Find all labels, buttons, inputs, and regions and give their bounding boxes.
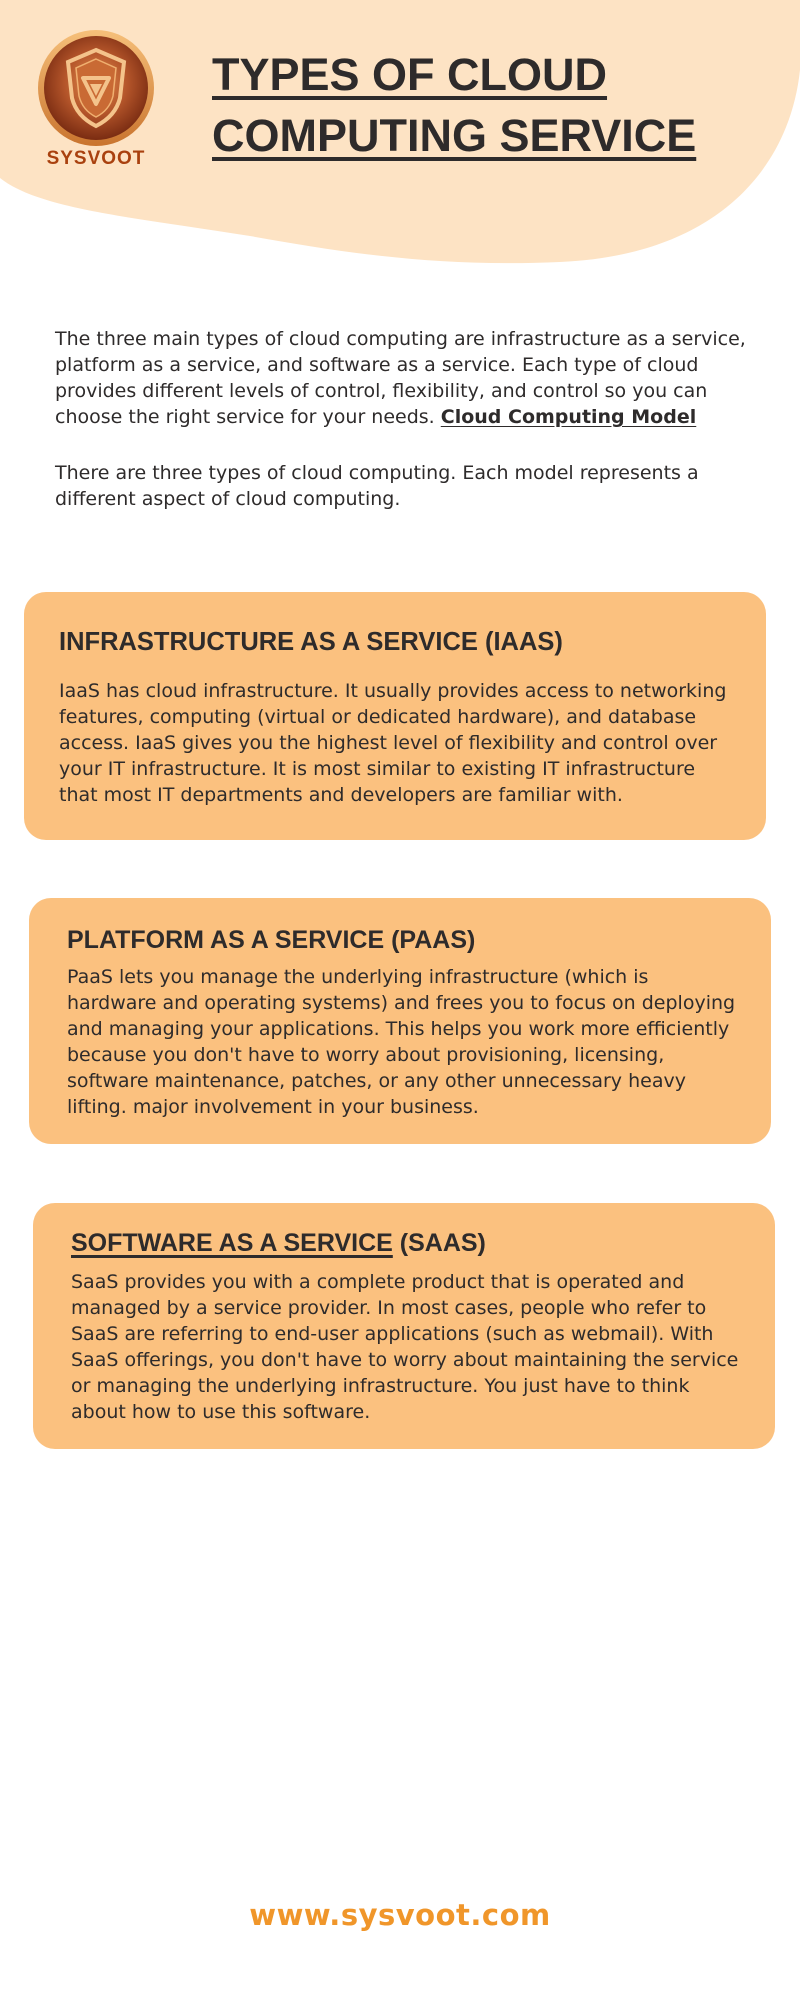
logo-wordmark: SYSVOOT <box>46 148 146 169</box>
saas-card <box>33 1203 775 1449</box>
paas-description: PaaS lets you manage the underlying infrastructure (which is hardware and operating systems) and frees you to focus on deploying and managing your applications. This helps you work more efficiently because you don't have to worry about provisioning, licensing, software maintenance, patches, or any other unnecessary heavy lifting. major involvement in your business. <box>67 966 736 1118</box>
saas-heading-suffix: (SAAS) <box>392 1229 486 1257</box>
page-title: TYPES OF CLOUD COMPUTING SERVICE <box>212 49 697 161</box>
intro-paragraph <box>55 326 755 430</box>
saas-heading-link[interactable]: SOFTWARE AS A SERVICE <box>71 1229 393 1257</box>
iaas-description: IaaS has cloud infrastructure. It usually provides access to networking features, computing (virtual or dedicated hardware), and database access. IaaS gives you the highest level of flexibility and control over your IT infrastructure. It is most similar to existing IT infrastructure that most IT departments and developers are familiar with. <box>59 680 727 806</box>
sysvoot-logo[interactable] <box>34 28 158 178</box>
intro-paragraph-2: There are three types of cloud computing. Each model represents a different aspect of cloud computing. <box>55 462 699 510</box>
saas-description: SaaS provides you with a complete product that is operated and managed by a service provider. In most cases, people who refer to SaaS are referring to end-user applications (such as webmail). With SaaS offerings, you don't have to worry about maintaining the service or managing the underlying infrastructure. You just have to think about how to use this software. <box>71 1271 739 1423</box>
intro-section <box>55 326 755 512</box>
iaas-card <box>24 592 766 840</box>
shield-emblem-icon <box>36 28 156 148</box>
website-url[interactable]: www.sysvoot.com <box>249 1898 551 1932</box>
paas-heading: PLATFORM AS A SERVICE (PAAS) <box>67 926 476 954</box>
iaas-heading: INFRASTRUCTURE AS A SERVICE (IAAS) <box>59 628 563 656</box>
paas-card <box>29 898 771 1144</box>
cloud-computing-model-link[interactable]: Cloud Computing Model <box>440 406 697 428</box>
intro-text: The three main types of cloud computing are infrastructure as a service, platform as a service, and software as a service. Each type of cloud provides different levels of control, flexibility, and control so you can choose the right service for your needs. <box>55 328 746 428</box>
saas-heading <box>71 1227 741 1259</box>
